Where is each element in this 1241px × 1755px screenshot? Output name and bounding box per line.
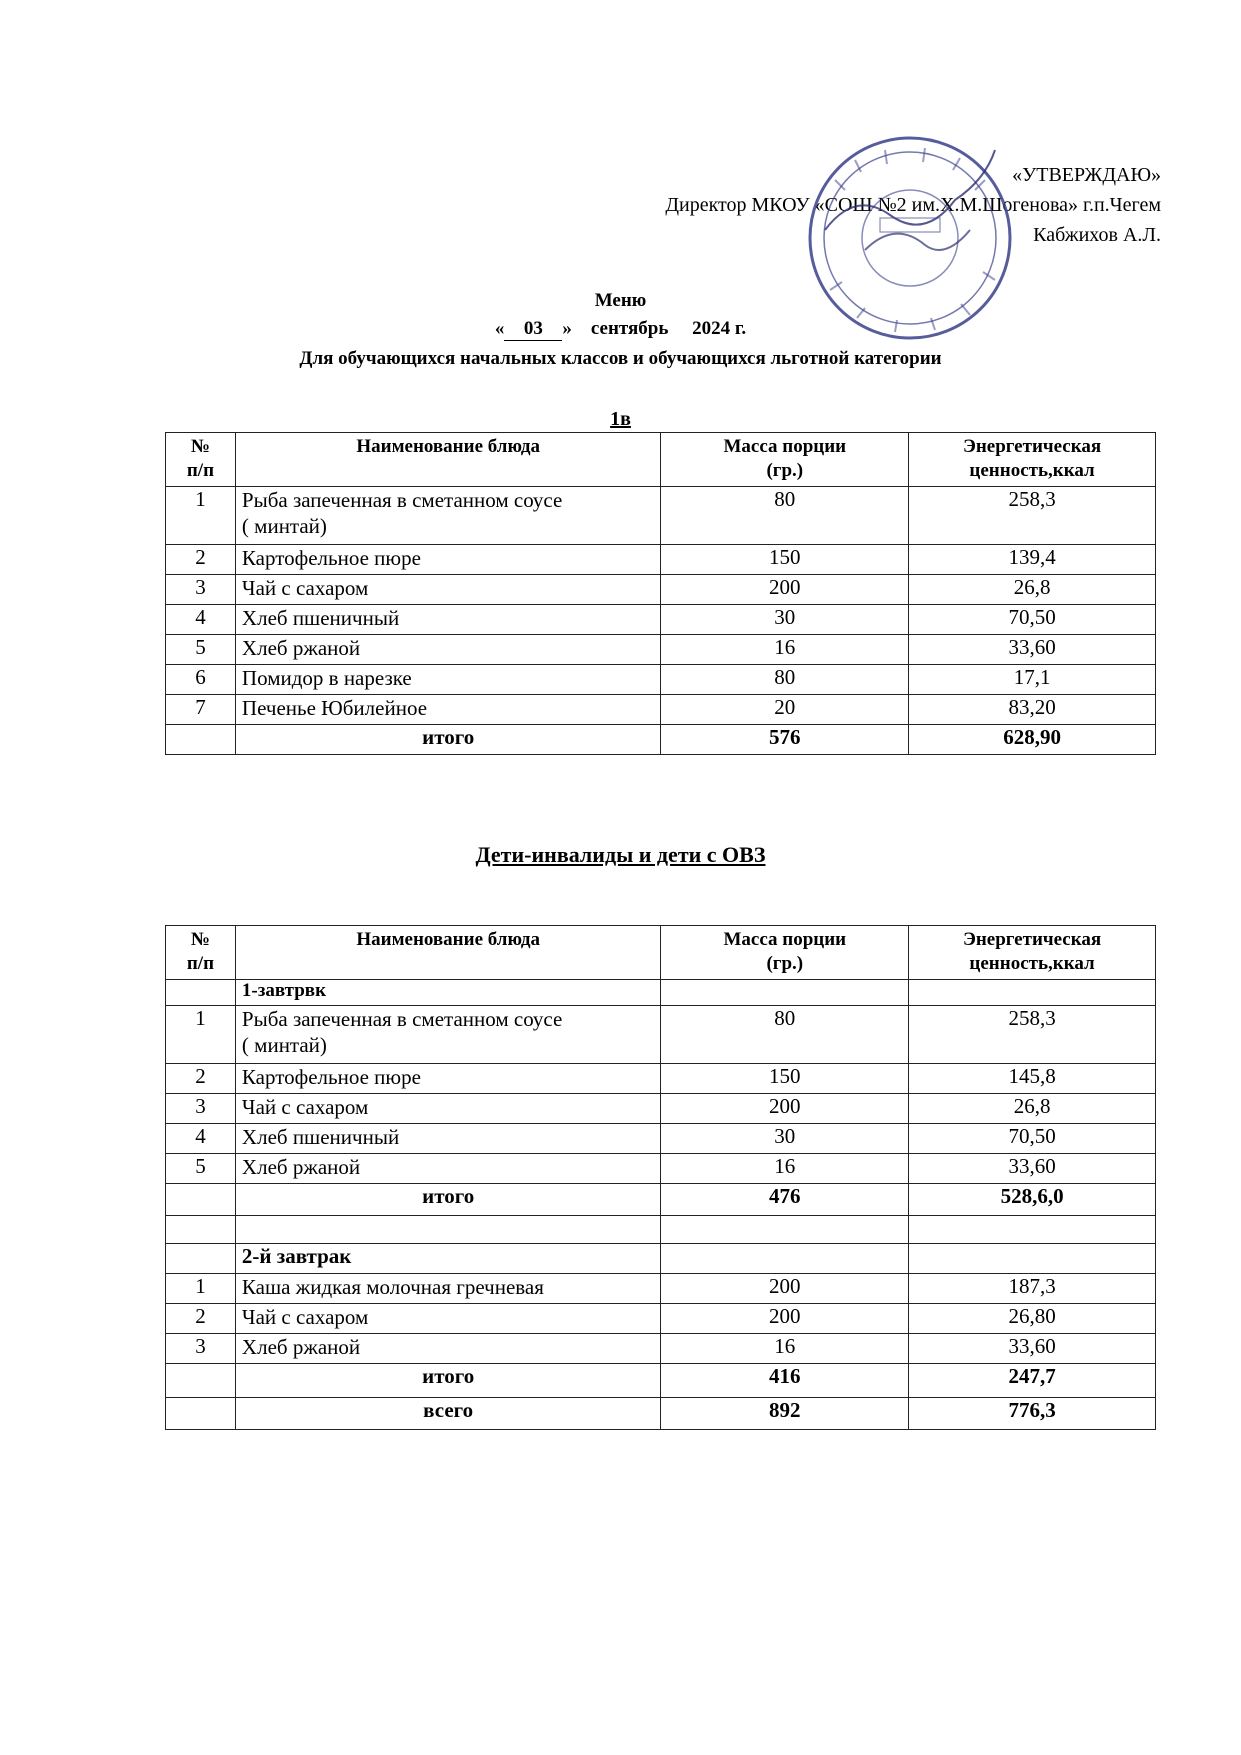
table-cell: 3 [166, 575, 236, 605]
table-cell [661, 1216, 909, 1244]
table-row [166, 1064, 1156, 1094]
table-row [166, 1006, 1156, 1064]
table-cell: Хлеб пшеничный [235, 1124, 661, 1154]
table-cell: 5 [166, 1154, 236, 1184]
approval-signer: Кабжихов А.Л. [1033, 224, 1161, 246]
section-label-row [166, 1244, 1156, 1274]
table-cell: всего [235, 1398, 661, 1430]
table-row [166, 1334, 1156, 1364]
empty-row [166, 1216, 1156, 1244]
table-cell [166, 725, 236, 755]
table-header-row [166, 926, 1156, 980]
col-mass-header [661, 433, 909, 487]
total-row [166, 1364, 1156, 1398]
table-cell: 3 [166, 1094, 236, 1124]
date-year: 2024 г. [692, 318, 747, 339]
table-row [166, 605, 1156, 635]
table-cell: Помидор в нарезке [235, 665, 661, 695]
table-cell: 187,3 [909, 1274, 1156, 1304]
table-cell: 6 [166, 665, 236, 695]
table-row [166, 1094, 1156, 1124]
table-cell [166, 1184, 236, 1216]
table-row [166, 487, 1156, 545]
table-cell: 17,1 [909, 665, 1156, 695]
table-cell: 776,3 [909, 1398, 1156, 1430]
cell-text: Масса порции [723, 929, 847, 950]
table-cell [909, 1216, 1156, 1244]
table-cell: 26,8 [909, 575, 1156, 605]
table-row [166, 1154, 1156, 1184]
cell-text: ( минтай) [241, 1033, 327, 1057]
table-cell: 30 [661, 1124, 909, 1154]
table-cell: 247,7 [909, 1364, 1156, 1398]
table-cell: 2-й завтрак [235, 1244, 661, 1274]
table-cell: Чай с сахаром [235, 575, 661, 605]
table-cell: 7 [166, 695, 236, 725]
table-row [166, 1304, 1156, 1334]
table-cell: 1-завтрвк [235, 980, 661, 1006]
cell-text: ( минтай) [241, 514, 327, 538]
table-cell: итого [235, 1364, 661, 1398]
date-day: 03 [504, 318, 562, 341]
date-quote-open: « [494, 318, 505, 339]
table-row [166, 695, 1156, 725]
table-cell [166, 1398, 236, 1430]
table-cell: 258,3 [909, 487, 1156, 545]
cell-text: (гр.) [766, 460, 804, 481]
cell-text: Энергетическая [962, 929, 1102, 950]
table-cell: 476 [661, 1184, 909, 1216]
section-label-row [166, 980, 1156, 1006]
table-cell [235, 487, 661, 545]
menu-subtitle: Для обучающихся начальных классов и обучающихся льготной категории [299, 348, 942, 369]
col-name-header: Наименование блюда [235, 433, 661, 487]
table-cell [909, 980, 1156, 1006]
menu-table-ovz [165, 925, 1156, 1430]
col-energy-header [909, 433, 1156, 487]
table-cell [166, 1216, 236, 1244]
table-row [166, 575, 1156, 605]
table-cell: 139,4 [909, 545, 1156, 575]
table-cell: 80 [661, 665, 909, 695]
table-cell: 145,8 [909, 1064, 1156, 1094]
table-cell [661, 1244, 909, 1274]
menu-date [0, 318, 1241, 341]
cell-text: Рыба запеченная в сметанном соусе [241, 1007, 563, 1031]
table-row [166, 1274, 1156, 1304]
total-row [166, 725, 1156, 755]
table-cell: Картофельное пюре [235, 545, 661, 575]
approval-director: Директор МКОУ «СОШ №2 им.Х.М.Шогенова» г.п.Чегем [665, 194, 1161, 216]
cell-text: Масса порции [723, 436, 847, 457]
date-quote-close: » [562, 318, 572, 339]
col-mass-header [661, 926, 909, 980]
table-row [166, 545, 1156, 575]
table-row [166, 1124, 1156, 1154]
table-cell: 150 [661, 1064, 909, 1094]
table-row [166, 665, 1156, 695]
table-cell: 2 [166, 1304, 236, 1334]
table-cell: Картофельное пюре [235, 1064, 661, 1094]
table-cell: Печенье Юбилейное [235, 695, 661, 725]
table-row [166, 635, 1156, 665]
table-cell: 33,60 [909, 1334, 1156, 1364]
cell-text: ценность,ккал [969, 460, 1095, 481]
table-cell: 4 [166, 605, 236, 635]
table-cell: 16 [661, 1334, 909, 1364]
table-cell: 576 [661, 725, 909, 755]
grand-total-row [166, 1398, 1156, 1430]
cell-text: (гр.) [766, 953, 804, 974]
table-cell: 70,50 [909, 605, 1156, 635]
table-cell: 20 [661, 695, 909, 725]
table-cell: 628,90 [909, 725, 1156, 755]
table-cell: Хлеб ржаной [235, 1154, 661, 1184]
col-name-header: Наименование блюда [235, 926, 661, 980]
cell-text: п/п [186, 953, 215, 974]
table-cell: 150 [661, 545, 909, 575]
table-cell: 1 [166, 487, 236, 545]
table-cell: 26,80 [909, 1304, 1156, 1334]
table-cell: Хлеб ржаной [235, 1334, 661, 1364]
table-cell: 16 [661, 1154, 909, 1184]
table-cell: Чай с сахаром [235, 1304, 661, 1334]
cell-text: Рыба запеченная в сметанном соусе [241, 488, 563, 512]
table-cell: Каша жидкая молочная гречневая [235, 1274, 661, 1304]
col-energy-header [909, 926, 1156, 980]
menu-title: Меню [594, 290, 647, 311]
table-cell: 200 [661, 1274, 909, 1304]
table-cell: итого [235, 1184, 661, 1216]
class-label: 1в [610, 408, 631, 430]
table-cell [166, 980, 236, 1006]
table-cell: 200 [661, 575, 909, 605]
col-num-header [166, 433, 236, 487]
table-cell [235, 1216, 661, 1244]
table-cell: 416 [661, 1364, 909, 1398]
date-month: сентябрь [590, 318, 669, 339]
menu-table-1v [165, 432, 1156, 755]
approval-heading: «УТВЕРЖДАЮ» [1012, 164, 1161, 186]
table-cell: 2 [166, 545, 236, 575]
cell-text: № [190, 436, 210, 457]
table-cell: 528,6,0 [909, 1184, 1156, 1216]
table-cell: 83,20 [909, 695, 1156, 725]
school-seal-stamp [795, 120, 1025, 350]
table-cell: 16 [661, 635, 909, 665]
table-cell: 1 [166, 1274, 236, 1304]
table-cell [235, 1006, 661, 1064]
table-cell: 33,60 [909, 1154, 1156, 1184]
table-cell: 1 [166, 1006, 236, 1064]
table-cell: 80 [661, 487, 909, 545]
section-title: Дети-инвалиды и дети с ОВЗ [475, 842, 766, 867]
table-header-row [166, 433, 1156, 487]
table-cell: итого [235, 725, 661, 755]
table-cell: 258,3 [909, 1006, 1156, 1064]
table-cell: 26,8 [909, 1094, 1156, 1124]
table-cell [166, 1364, 236, 1398]
table-cell [661, 980, 909, 1006]
cell-text: № [190, 929, 210, 950]
table-cell: 2 [166, 1064, 236, 1094]
table-cell: Хлеб пшеничный [235, 605, 661, 635]
col-num-header [166, 926, 236, 980]
table-cell: 30 [661, 605, 909, 635]
table-cell: 3 [166, 1334, 236, 1364]
table-cell: 5 [166, 635, 236, 665]
cell-text: Энергетическая [962, 436, 1102, 457]
table-cell [909, 1244, 1156, 1274]
table-cell: Хлеб ржаной [235, 635, 661, 665]
table-cell: 80 [661, 1006, 909, 1064]
table-cell: 200 [661, 1304, 909, 1334]
table-cell: 33,60 [909, 635, 1156, 665]
table-cell: 200 [661, 1094, 909, 1124]
cell-text: ценность,ккал [969, 953, 1095, 974]
table-cell [166, 1244, 236, 1274]
table-cell: 4 [166, 1124, 236, 1154]
cell-text: п/п [186, 460, 215, 481]
table-cell: 892 [661, 1398, 909, 1430]
total-row [166, 1184, 1156, 1216]
table-cell: 70,50 [909, 1124, 1156, 1154]
table-cell: Чай с сахаром [235, 1094, 661, 1124]
